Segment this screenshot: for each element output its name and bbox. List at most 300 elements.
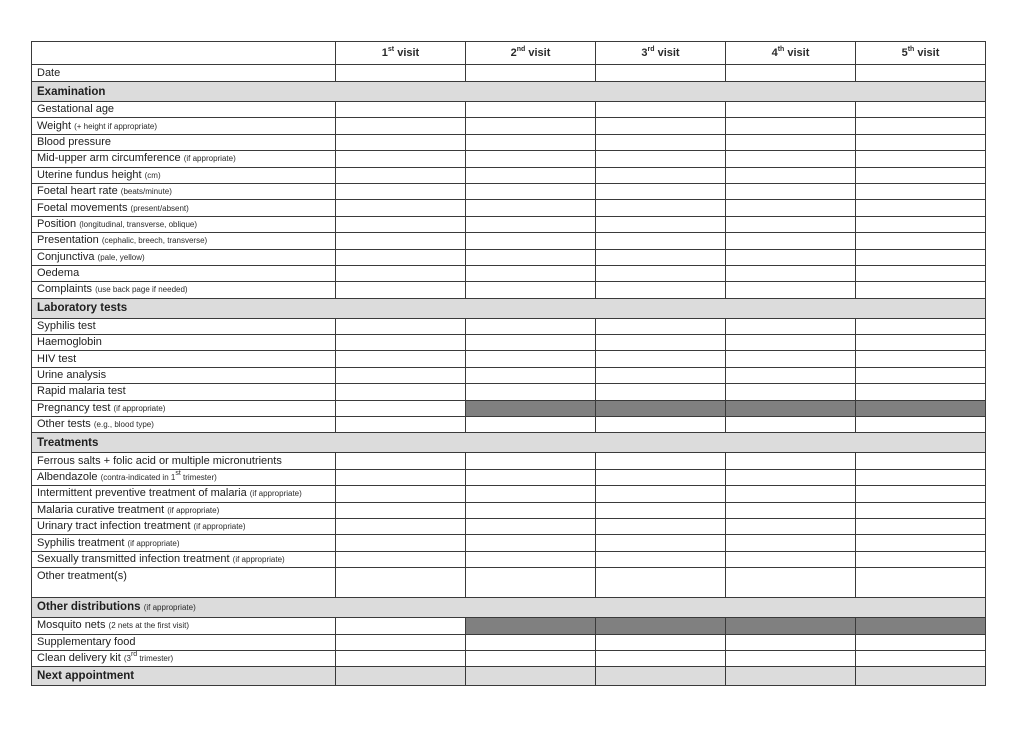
- row-label: [32, 200, 336, 216]
- label-note: (2 nets at the first visit): [108, 621, 190, 631]
- entry-cell[interactable]: [596, 335, 726, 351]
- label-note: (if appropriate): [167, 505, 220, 515]
- entry-cell[interactable]: [466, 417, 596, 433]
- row-label: [32, 400, 336, 416]
- entry-cell[interactable]: [466, 249, 596, 265]
- section-title: Examination: [32, 82, 986, 102]
- date-row: [32, 65, 986, 82]
- entry-cell[interactable]: [856, 318, 986, 334]
- entry-cell[interactable]: [466, 650, 596, 666]
- entry-cell[interactable]: [856, 151, 986, 167]
- table-row: [32, 351, 986, 367]
- entry-cell[interactable]: [466, 134, 596, 150]
- entry-cell[interactable]: [726, 502, 856, 518]
- label-note: [123, 651, 174, 664]
- entry-cell[interactable]: [856, 486, 986, 502]
- row-label: [32, 134, 336, 150]
- row-label: [32, 618, 336, 634]
- entry-cell[interactable]: [596, 650, 726, 666]
- entry-cell[interactable]: [466, 453, 596, 469]
- date-cell-visit-3[interactable]: [596, 65, 726, 82]
- entry-cell[interactable]: [596, 167, 726, 183]
- entry-cell[interactable]: [336, 249, 466, 265]
- table-row: [32, 417, 986, 433]
- entry-cell[interactable]: [336, 351, 466, 367]
- entry-cell[interactable]: [466, 367, 596, 383]
- entry-cell[interactable]: [726, 335, 856, 351]
- section-examination: [32, 82, 986, 102]
- blocked-cell: [466, 618, 596, 634]
- visit-number: 3: [641, 47, 648, 59]
- label-text: Ferrous salts + folic acid or multiple micronutrients: [37, 454, 282, 467]
- label-note: (cephalic, breech, transverse): [101, 236, 208, 246]
- entry-cell[interactable]: [856, 183, 986, 199]
- entry-cell[interactable]: [596, 453, 726, 469]
- entry-cell[interactable]: [726, 282, 856, 298]
- section-laboratory-tests: [32, 298, 986, 318]
- entry-cell[interactable]: [336, 151, 466, 167]
- entry-cell[interactable]: [466, 102, 596, 118]
- entry-cell[interactable]: [596, 634, 726, 650]
- row-label: [32, 518, 336, 534]
- visit-label: visit: [914, 47, 940, 59]
- row-label: [32, 118, 336, 134]
- label-note: (if appropriate): [183, 154, 236, 164]
- next-appointment-cell-visit-3[interactable]: [596, 667, 726, 686]
- entry-cell[interactable]: [856, 233, 986, 249]
- table-row: [32, 400, 986, 416]
- entry-cell[interactable]: [336, 618, 466, 634]
- row-label: [32, 151, 336, 167]
- entry-cell[interactable]: [336, 167, 466, 183]
- entry-cell[interactable]: [596, 568, 726, 598]
- note-text: trimester): [137, 654, 174, 664]
- entry-cell[interactable]: [466, 535, 596, 551]
- ordinal-suffix: rd: [130, 651, 138, 659]
- row-label: [32, 249, 336, 265]
- entry-cell[interactable]: [726, 551, 856, 567]
- row-label: [32, 367, 336, 383]
- row-label: [32, 318, 336, 334]
- table-row: [32, 453, 986, 469]
- date-cell-visit-2[interactable]: [466, 65, 596, 82]
- entry-cell[interactable]: [596, 535, 726, 551]
- ordinal-suffix: th: [907, 46, 915, 53]
- entry-cell[interactable]: [466, 200, 596, 216]
- title-text: Other distributions: [37, 601, 144, 614]
- row-label: [32, 102, 336, 118]
- table-row: [32, 568, 986, 598]
- entry-cell[interactable]: [336, 183, 466, 199]
- entry-cell[interactable]: [726, 265, 856, 281]
- next-appointment-row: [32, 667, 986, 686]
- label-note: (if appropriate): [127, 538, 180, 548]
- label-text: Weight: [37, 119, 75, 132]
- ordinal-suffix: th: [777, 46, 785, 53]
- label-note: (+ height if appropriate): [74, 121, 158, 131]
- entry-cell[interactable]: [726, 367, 856, 383]
- label-text: Oedema: [37, 267, 80, 280]
- entry-cell[interactable]: [336, 486, 466, 502]
- label-text: Complaints: [37, 283, 96, 296]
- visit-2-header: [466, 42, 596, 65]
- entry-cell[interactable]: [856, 650, 986, 666]
- entry-cell[interactable]: [856, 367, 986, 383]
- label-text: Gestational age: [37, 103, 115, 116]
- entry-cell[interactable]: [596, 351, 726, 367]
- entry-cell[interactable]: [596, 200, 726, 216]
- label-note: (if appropriate): [193, 522, 246, 532]
- label-note: (e.g., blood type): [93, 420, 154, 430]
- entry-cell[interactable]: [336, 568, 466, 598]
- entry-cell[interactable]: [336, 650, 466, 666]
- entry-cell[interactable]: [466, 502, 596, 518]
- table-row: [32, 102, 986, 118]
- entry-cell[interactable]: [336, 233, 466, 249]
- entry-cell[interactable]: [466, 167, 596, 183]
- entry-cell[interactable]: [726, 118, 856, 134]
- entry-cell[interactable]: [856, 249, 986, 265]
- entry-cell[interactable]: [856, 568, 986, 598]
- entry-cell[interactable]: [596, 249, 726, 265]
- label-text: Syphilis test: [37, 319, 96, 332]
- section-title: Laboratory tests: [32, 298, 986, 318]
- row-label: [32, 469, 336, 485]
- label-text: Intermittent preventive treatment of malaria: [37, 487, 250, 500]
- entry-cell[interactable]: [856, 469, 986, 485]
- entry-cell[interactable]: [726, 200, 856, 216]
- entry-cell[interactable]: [596, 151, 726, 167]
- entry-cell[interactable]: [596, 502, 726, 518]
- entry-cell[interactable]: [336, 134, 466, 150]
- entry-cell[interactable]: [466, 282, 596, 298]
- entry-cell[interactable]: [336, 634, 466, 650]
- entry-cell[interactable]: [336, 265, 466, 281]
- row-label: [32, 384, 336, 400]
- entry-cell[interactable]: [856, 102, 986, 118]
- entry-cell[interactable]: [466, 518, 596, 534]
- label-note: (present/absent): [130, 203, 189, 213]
- entry-cell[interactable]: [596, 417, 726, 433]
- entry-cell[interactable]: [466, 335, 596, 351]
- entry-cell[interactable]: [726, 318, 856, 334]
- entry-cell[interactable]: [336, 216, 466, 232]
- row-label: [32, 535, 336, 551]
- label-text: Presentation: [37, 234, 102, 247]
- table-row: [32, 134, 986, 150]
- entry-cell[interactable]: [466, 216, 596, 232]
- visit-number: 2: [510, 47, 517, 59]
- next-appointment-cell-visit-4[interactable]: [726, 667, 856, 686]
- entry-cell[interactable]: [726, 469, 856, 485]
- visit-4-header: [726, 42, 856, 65]
- label-text: Clean delivery kit: [37, 652, 124, 665]
- table-row: [32, 367, 986, 383]
- row-label: [32, 167, 336, 183]
- entry-cell[interactable]: [856, 535, 986, 551]
- entry-cell[interactable]: [596, 118, 726, 134]
- entry-cell[interactable]: [856, 335, 986, 351]
- entry-cell[interactable]: [336, 384, 466, 400]
- corner-cell: [32, 42, 336, 65]
- entry-cell[interactable]: [726, 518, 856, 534]
- entry-cell[interactable]: [856, 502, 986, 518]
- table-row: [32, 535, 986, 551]
- entry-cell[interactable]: [336, 318, 466, 334]
- label-text: Uterine fundus height: [37, 168, 145, 181]
- entry-cell[interactable]: [596, 265, 726, 281]
- label-text: Pregnancy test: [37, 401, 114, 414]
- entry-cell[interactable]: [726, 650, 856, 666]
- entry-cell[interactable]: [596, 367, 726, 383]
- ordinal-suffix: nd: [516, 46, 526, 53]
- entry-cell[interactable]: [596, 518, 726, 534]
- next-appointment-cell-visit-2[interactable]: [466, 667, 596, 686]
- blocked-cell: [726, 400, 856, 416]
- row-label: [32, 335, 336, 351]
- label-text: HIV test: [37, 352, 77, 365]
- blocked-cell: [856, 400, 986, 416]
- entry-cell[interactable]: [726, 134, 856, 150]
- row-label: [32, 650, 336, 666]
- entry-cell[interactable]: [336, 102, 466, 118]
- entry-cell[interactable]: [336, 367, 466, 383]
- table-row: [32, 216, 986, 232]
- entry-cell[interactable]: [726, 216, 856, 232]
- label-note: [100, 470, 217, 482]
- label-note: (if appropriate): [113, 403, 166, 413]
- entry-cell[interactable]: [466, 486, 596, 502]
- entry-cell[interactable]: [596, 384, 726, 400]
- label-text: Mosquito nets: [37, 619, 109, 632]
- visit-label: visit: [394, 47, 420, 59]
- entry-cell[interactable]: [336, 453, 466, 469]
- table-row: [32, 318, 986, 334]
- table-row: [32, 183, 986, 199]
- entry-cell[interactable]: [336, 551, 466, 567]
- entry-cell[interactable]: [336, 535, 466, 551]
- date-cell-visit-5[interactable]: [856, 65, 986, 82]
- next-appointment-cell-visit-1[interactable]: [336, 667, 466, 686]
- entry-cell[interactable]: [856, 384, 986, 400]
- row-label: [32, 486, 336, 502]
- date-cell-visit-4[interactable]: [726, 65, 856, 82]
- entry-cell[interactable]: [466, 351, 596, 367]
- entry-cell[interactable]: [466, 151, 596, 167]
- label-text: Mid-upper arm circumference: [37, 152, 184, 165]
- visit-label: visit: [654, 47, 680, 59]
- date-cell-visit-1[interactable]: [336, 65, 466, 82]
- blocked-cell: [596, 618, 726, 634]
- entry-cell[interactable]: [466, 118, 596, 134]
- entry-cell[interactable]: [726, 634, 856, 650]
- entry-cell[interactable]: [726, 167, 856, 183]
- entry-cell[interactable]: [856, 634, 986, 650]
- row-label: Date: [32, 65, 336, 82]
- row-label: [32, 551, 336, 567]
- entry-cell[interactable]: [336, 469, 466, 485]
- label-note: (if appropriate): [143, 603, 196, 613]
- ordinal-suffix: st: [175, 470, 181, 477]
- entry-cell[interactable]: [336, 335, 466, 351]
- visit-label: visit: [784, 47, 810, 59]
- row-label: [32, 568, 336, 598]
- table-row: [32, 118, 986, 134]
- section-treatments: [32, 433, 986, 453]
- entry-cell[interactable]: [336, 518, 466, 534]
- entry-cell[interactable]: [596, 183, 726, 199]
- entry-cell[interactable]: [596, 233, 726, 249]
- entry-cell[interactable]: [856, 518, 986, 534]
- blocked-cell: [726, 618, 856, 634]
- row-label: [32, 282, 336, 298]
- entry-cell[interactable]: [336, 417, 466, 433]
- label-text: Foetal movements: [37, 201, 131, 214]
- table-row: [32, 551, 986, 567]
- visit-number: 4: [771, 47, 778, 59]
- label-text: Other tests: [37, 418, 94, 431]
- entry-cell[interactable]: [726, 351, 856, 367]
- table-row: [32, 167, 986, 183]
- label-text: Urine analysis: [37, 369, 107, 382]
- visit-5-header: [856, 42, 986, 65]
- table-row: [32, 249, 986, 265]
- entry-cell[interactable]: [856, 282, 986, 298]
- label-text: Other treatment(s): [37, 570, 127, 583]
- blocked-cell: [466, 400, 596, 416]
- visit-number: 1: [381, 47, 388, 59]
- entry-cell[interactable]: [856, 118, 986, 134]
- entry-cell[interactable]: [596, 318, 726, 334]
- label-note: (longitudinal, transverse, oblique): [79, 219, 198, 229]
- table-row: [32, 282, 986, 298]
- entry-cell[interactable]: [466, 318, 596, 334]
- entry-cell[interactable]: [856, 134, 986, 150]
- entry-cell[interactable]: [336, 502, 466, 518]
- entry-cell[interactable]: [726, 384, 856, 400]
- row-label: [32, 502, 336, 518]
- entry-cell[interactable]: [466, 568, 596, 598]
- entry-cell[interactable]: [726, 151, 856, 167]
- label-text: Albendazole: [37, 471, 101, 483]
- entry-cell[interactable]: [856, 351, 986, 367]
- entry-cell[interactable]: [726, 568, 856, 598]
- row-label: [32, 233, 336, 249]
- entry-cell[interactable]: [596, 216, 726, 232]
- label-note: (pale, yellow): [97, 252, 145, 262]
- row-label: Next appointment: [32, 667, 336, 686]
- label-note: (use back page if needed): [95, 285, 188, 295]
- row-label: [32, 216, 336, 232]
- note-text: (contra-indicated in 1: [100, 473, 176, 482]
- table-row: [32, 233, 986, 249]
- entry-cell[interactable]: [856, 417, 986, 433]
- entry-cell[interactable]: [336, 200, 466, 216]
- entry-cell[interactable]: [466, 265, 596, 281]
- label-text: Sexually transmitted infection treatment: [37, 552, 233, 565]
- label-text: Urinary tract infection treatment: [37, 520, 194, 533]
- entry-cell[interactable]: [856, 453, 986, 469]
- ordinal-suffix: rd: [647, 46, 655, 53]
- label-text: Position: [37, 217, 80, 230]
- table-row: [32, 384, 986, 400]
- note-text: trimester): [180, 473, 217, 482]
- visit-number: 5: [901, 47, 908, 59]
- entry-cell[interactable]: [466, 233, 596, 249]
- label-text: Rapid malaria test: [37, 385, 126, 398]
- next-appointment-cell-visit-5[interactable]: [856, 667, 986, 686]
- entry-cell[interactable]: [466, 469, 596, 485]
- entry-cell[interactable]: [466, 551, 596, 567]
- table-row: [32, 518, 986, 534]
- entry-cell[interactable]: [596, 551, 726, 567]
- entry-cell[interactable]: [336, 282, 466, 298]
- blocked-cell: [856, 618, 986, 634]
- entry-cell[interactable]: [466, 183, 596, 199]
- table-row: [32, 634, 986, 650]
- entry-cell[interactable]: [466, 384, 596, 400]
- entry-cell[interactable]: [856, 265, 986, 281]
- label-text: Foetal heart rate: [37, 185, 121, 198]
- label-text: Blood pressure: [37, 135, 111, 148]
- entry-cell[interactable]: [726, 249, 856, 265]
- entry-cell[interactable]: [336, 118, 466, 134]
- row-label: [32, 183, 336, 199]
- table-row: [32, 650, 986, 666]
- entry-cell[interactable]: [466, 634, 596, 650]
- row-label: [32, 265, 336, 281]
- visit-1-header: [336, 42, 466, 65]
- entry-cell[interactable]: [596, 102, 726, 118]
- entry-cell[interactable]: [856, 167, 986, 183]
- entry-cell[interactable]: [726, 453, 856, 469]
- entry-cell[interactable]: [726, 417, 856, 433]
- label-text: Supplementary food: [37, 635, 136, 648]
- entry-cell[interactable]: [856, 551, 986, 567]
- label-text: Syphilis treatment: [37, 536, 128, 549]
- table-row: [32, 151, 986, 167]
- entry-cell[interactable]: [726, 183, 856, 199]
- antenatal-visit-form: [31, 41, 986, 686]
- entry-cell[interactable]: [726, 486, 856, 502]
- row-label: [32, 351, 336, 367]
- label-note: (beats/minute): [120, 187, 172, 197]
- entry-cell[interactable]: [726, 535, 856, 551]
- ordinal-suffix: st: [387, 46, 395, 53]
- entry-cell[interactable]: [856, 200, 986, 216]
- visit-label: visit: [525, 47, 551, 59]
- section-other-distributions: [32, 598, 986, 618]
- entry-cell[interactable]: [596, 486, 726, 502]
- visit-3-header: [596, 42, 726, 65]
- header-row: [32, 42, 986, 65]
- row-label: [32, 634, 336, 650]
- blocked-cell: [596, 400, 726, 416]
- table-row: [32, 200, 986, 216]
- row-label: [32, 453, 336, 469]
- entry-cell[interactable]: [596, 282, 726, 298]
- entry-cell[interactable]: [596, 469, 726, 485]
- label-note: (if appropriate): [232, 554, 285, 564]
- section-title: Treatments: [32, 433, 986, 453]
- entry-cell[interactable]: [336, 400, 466, 416]
- note-text: (3: [123, 654, 131, 664]
- entry-cell[interactable]: [726, 102, 856, 118]
- entry-cell[interactable]: [726, 233, 856, 249]
- entry-cell[interactable]: [856, 216, 986, 232]
- entry-cell[interactable]: [596, 134, 726, 150]
- label-text: Malaria curative treatment: [37, 503, 168, 516]
